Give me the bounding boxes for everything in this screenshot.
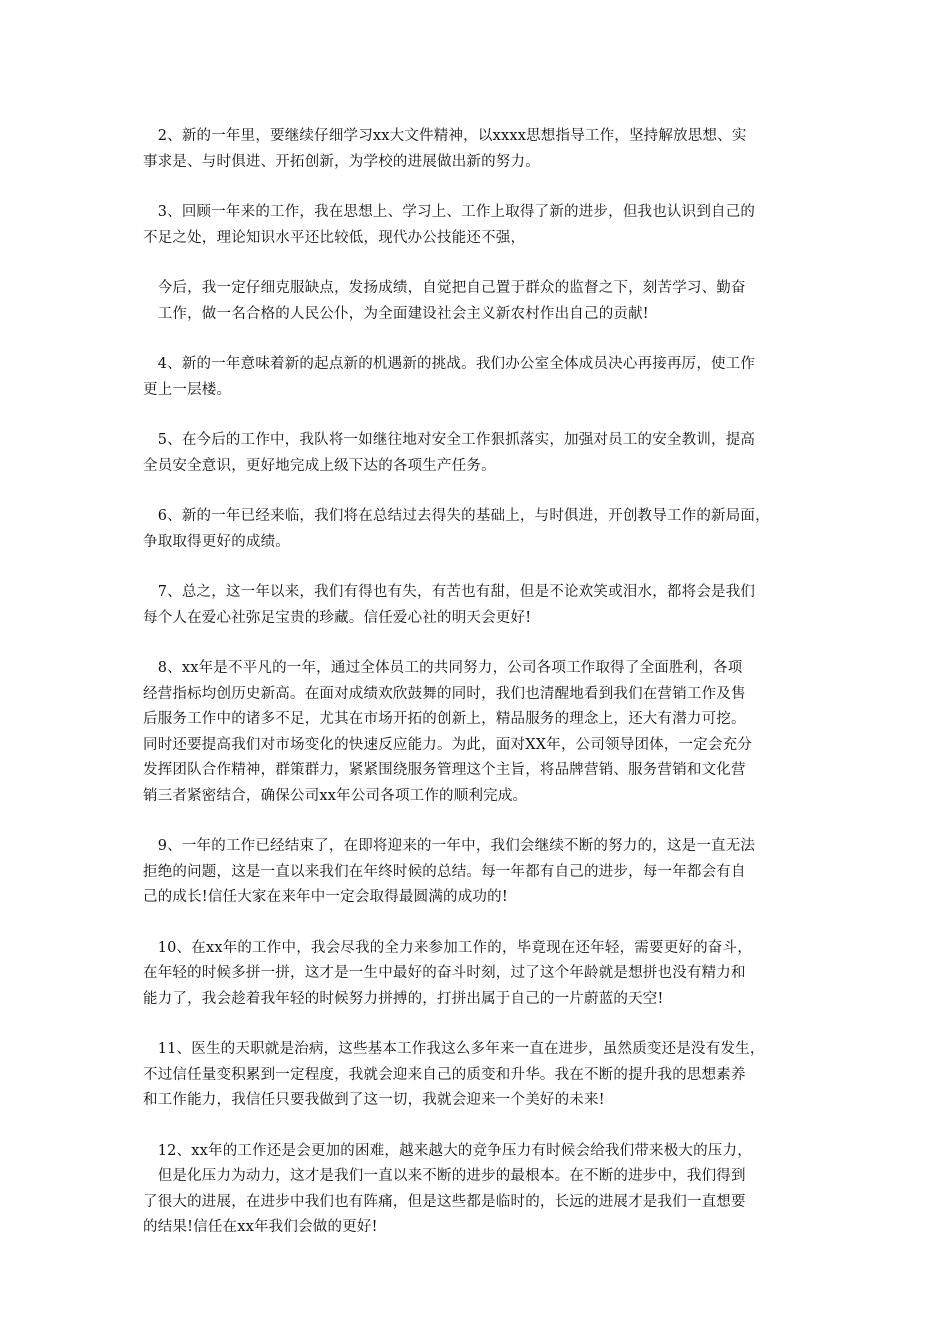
paragraph xyxy=(143,1037,818,1114)
paragraph xyxy=(143,656,818,809)
paragraph-line: 10、在xx年的工作中，我会尽我的全力来参加工作的，毕竟现在还年轻，需要更好的奋斗， xyxy=(143,939,752,956)
paragraph-line: 4、新的一年意味着新的起点新的机遇新的挑战。我们办公室全体成员决心再接再厉，使工作 xyxy=(143,356,756,372)
paragraph xyxy=(143,504,818,555)
paragraph-line: 同时还要提高我们对市场变化的快速反应能力。为此，面对XX年，公司领导团体，一定会充分 xyxy=(143,736,753,753)
paragraph-line: 己的成长!信任大家在来年中一定会取得最圆满的成功的! xyxy=(143,889,508,905)
document-body xyxy=(143,124,818,1266)
paragraph-line: 经营指标均创历史新高。在面对成绩欢欣鼓舞的同时，我们也清醒地看到我们在营销工作及售 xyxy=(143,685,746,702)
paragraph-line: 今后，我一定仔细克服缺点，发扬成绩，自觉把自己置于群众的监督之下，刻苦学习、勤奋 xyxy=(143,280,746,296)
paragraph-line: 工作，做一名合格的人民公仆，为全面建设社会主义新农村作出自己的贡献! xyxy=(143,305,649,322)
paragraph-line: 拒绝的问题，这是一直以来我们在年终时候的总结。每一年都有自己的进步，每一年都会有自 xyxy=(143,863,746,880)
paragraph xyxy=(143,200,818,251)
paragraph-line: 的结果!信任在xx年我们会做的更好! xyxy=(143,1219,378,1235)
paragraph-line: 2、新的一年里，要继续仔细学习xx大文件精神，以xxxx思想指导工作，坚持解放思想、实 xyxy=(143,128,747,144)
paragraph xyxy=(143,352,818,403)
paragraph-line: 11、医生的天职就是治病，这些基本工作我这么多年来一直在进步，虽然质变还是没有发生， xyxy=(143,1041,765,1057)
paragraph-line: 每个人在爱心社弥足宝贵的珍藏。信任爱心社的明天会更好! xyxy=(143,609,532,626)
paragraph-line: 6、新的一年已经来临，我们将在总结过去得失的基础上，与时俱进，开创教导工作的新局面， xyxy=(143,508,770,524)
paragraph-line: 争取取得更好的成绩。 xyxy=(143,533,290,550)
paragraph-line: 5、在今后的工作中，我队将一如继往地对安全工作狠抓落实，加强对员工的安全教训，提高 xyxy=(143,432,756,448)
paragraph-line: 和工作能力，我信任只要我做到了这一切，我就会迎来一个美好的未来! xyxy=(143,1092,605,1108)
paragraph xyxy=(143,580,818,631)
paragraph xyxy=(143,276,818,327)
paragraph xyxy=(143,428,818,479)
paragraph xyxy=(143,124,818,175)
paragraph-line: 8、xx年是不平凡的一年，通过全体员工的共同努力，公司各项工作取得了全面胜利，各项 xyxy=(143,660,743,676)
paragraph-line: 发挥团队合作精神，群策群力，紧紧围绕服务管理这个主旨，将品牌营销、服务营销和文化营 xyxy=(143,762,746,778)
paragraph-line: 但是化压力为动力，这才是我们一直以来不断的进步的最根本。在不断的进步中，我们得到 xyxy=(143,1168,746,1184)
paragraph-line: 后服务工作中的诸多不足，尤其在市场开拓的创新上，精品服务的理念上，还大有潜力可挖。 xyxy=(143,711,746,727)
paragraph-line: 能力了，我会趁着我年轻的时候努力拼搏的，打拼出属于自己的一片蔚蓝的天空! xyxy=(143,990,664,1007)
paragraph-line: 9、一年的工作已经结束了，在即将迎来的一年中，我们会继续不断的努力的，这是一直无法 xyxy=(143,838,756,854)
paragraph-line: 不过信任量变积累到一定程度，我就会迎来自己的质变和升华。我在不断的提升我的思想素养 xyxy=(143,1066,746,1083)
paragraph-line: 7、总之，这一年以来，我们有得也有失，有苦也有甜，但是不论欢笑或泪水，都将会是我们 xyxy=(143,584,756,600)
paragraph-line: 3、回顾一年来的工作，我在思想上、学习上、工作上取得了新的进步，但我也认识到自己的 xyxy=(143,204,756,220)
paragraph xyxy=(143,834,818,911)
paragraph-line: 全员安全意识，更好地完成上级下达的各项生产任务。 xyxy=(143,457,496,474)
paragraph xyxy=(143,936,818,1013)
paragraph-line: 了很大的进展，在进步中我们也有阵痛，但是这些都是临时的，长远的进展才是我们一直想要 xyxy=(143,1193,746,1210)
paragraph-line: 事求是、与时俱进、开拓创新，为学校的进展做出新的努力。 xyxy=(143,153,540,170)
paragraph-line: 12、xx年的工作还是会更加的困难，越来越大的竞争压力有时候会给我们带来极大的压力， xyxy=(143,1142,752,1159)
paragraph-line: 销三者紧密结合，确保公司xx年公司各项工作的顺利完成。 xyxy=(143,787,528,804)
paragraph-line: 更上一层楼。 xyxy=(143,381,232,398)
paragraph-line: 在年轻的时候多拼一拼，这才是一生中最好的奋斗时刻，过了这个年龄就是想拼也没有精力和 xyxy=(143,965,746,981)
paragraph xyxy=(143,1139,818,1241)
paragraph-line: 不足之处，理论知识水平还比较低，现代办公技能还不强， xyxy=(143,229,526,246)
